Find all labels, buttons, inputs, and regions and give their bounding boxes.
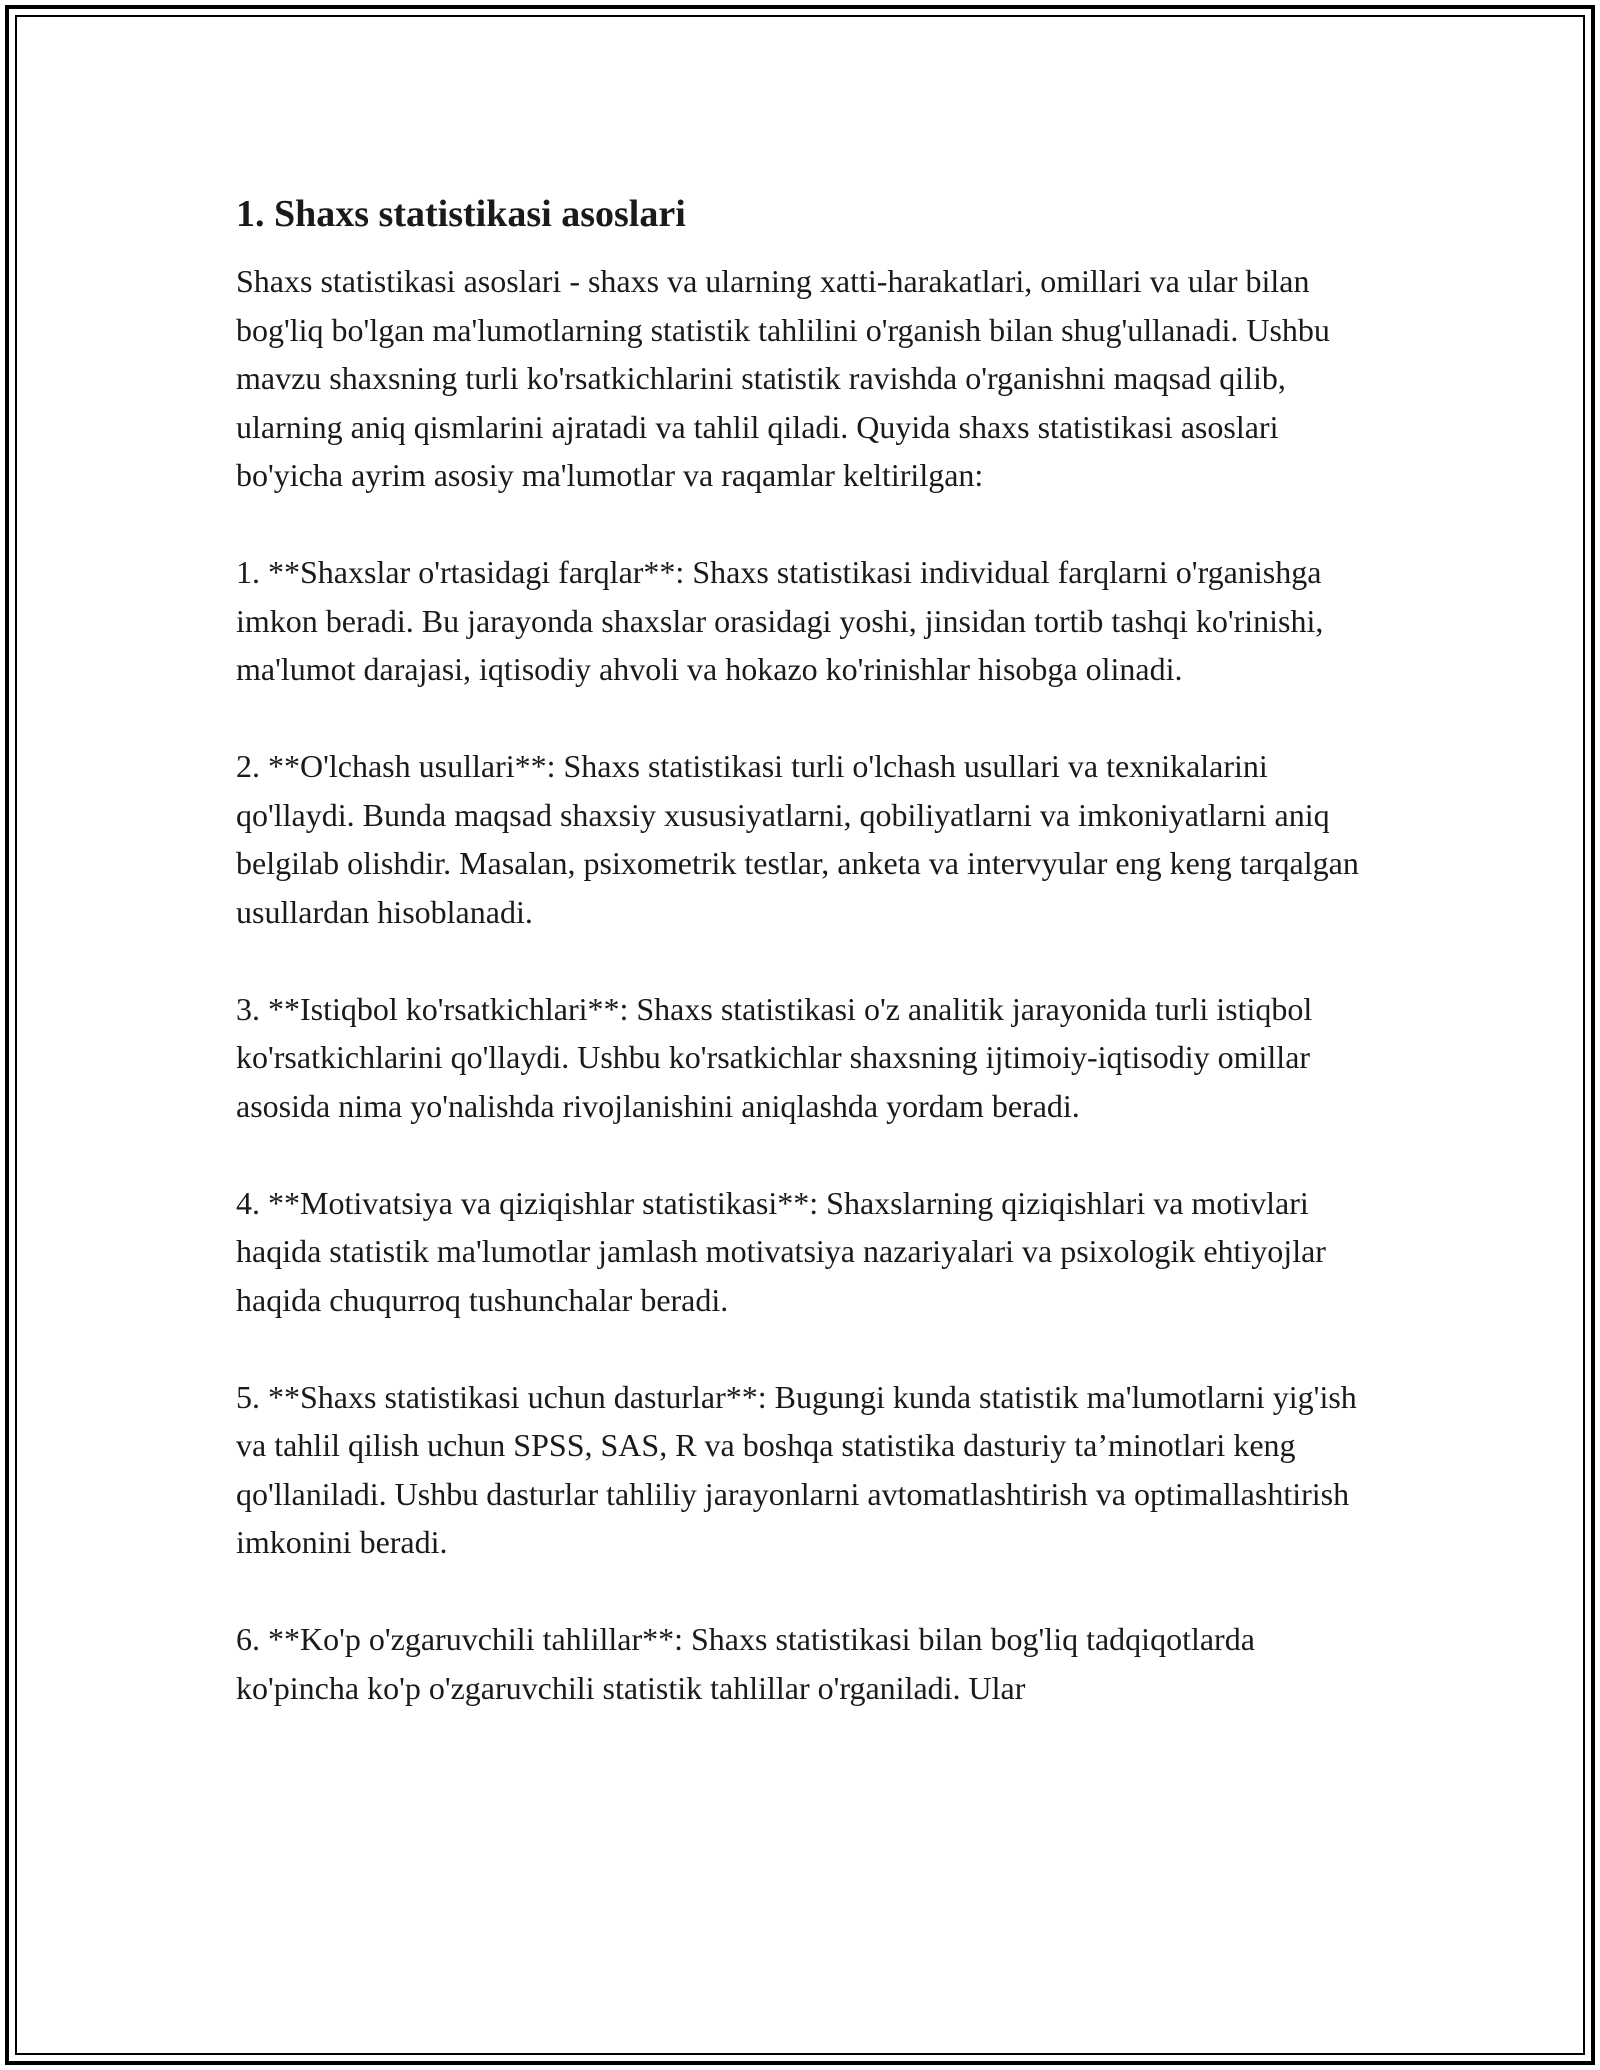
list-item-1: 1. **Shaxslar o'rtasidagi farqlar**: Shaxs statistikasi individual farqlarni o'rganishga imkon beradi. Bu jarayonda shaxslar orasidagi yoshi, jinsidan tortib tashqi ko'rinishi, ma'lumot darajasi, iqtisodiy ahvoli va hokazo ko'rinishlar hisobga olinadi. [236,554,1324,687]
list-item-3: 3. **Istiqbol ko'rsatkichlari**: Shaxs statistikasi o'z analitik jarayonida turli istiqbol ko'rsatkichlarini qo'llaydi. Ushbu ko'rsatkichlar shaxsning ijtimoiy-iqtisodiy omillar asosida nima yo'nalishda rivojlanishini aniqlashda yordam beradi. [236,990,1313,1124]
list-item-2: 2. **O'lchash usullari**: Shaxs statistikasi turli o'lchash usullari va texnikalarini qo'llaydi. Bunda maqsad shaxsiy xususiyatlarni, qobiliyatlarni va imkoniyatlarni aniq belgilab olishdir. Masalan, psixometrik testlar, anketa va intervyular eng keng tarqalgan usullardan hisoblanadi. [236,748,1359,930]
document-title: 1. Shaxs statistikasi asoslari [236,193,686,235]
list-item-5: 5. **Shaxs statistikasi uchun dasturlar**: Bugungi kunda statistik ma'lumotlarni yig'ish va tahlil qilish uchun SPSS, SAS, R va boshqa statistika dasturiy ta’minotlari keng qo'llaniladi. Ushbu dasturlar tahliliy jarayonlarni avtomatlashtirish va optimallashtirish imkonini beradi. [236,1378,1357,1560]
document-body [236,188,1376,1761]
intro-paragraph: Shaxs statistikasi asoslari - shaxs va ularning xatti-harakatlari, omillari va ular bilan bog'liq bo'lgan ma'lumotlarning statistik tahlilini o'rganish bilan shug'ullanadi. Ushbu mavzu shaxsning turli ko'rsatkichlarini statistik ravishda o'rganishni maqsad qilib, ularning aniq qismlarini ajratadi va tahlil qiladi. Quyida shaxs statistikasi asoslari bo'yicha ayrim asosiy ma'lumotlar va raqamlar keltirilgan: [236,263,1330,493]
list-item-6: 6. **Ko'p o'zgaruvchili tahlillar**: Shaxs statistikasi bilan bog'liq tadqiqotlarda ko'pincha ko'p o'zgaruvchili statistik tahlillar o'rganiladi. Ular [236,1621,1255,1706]
list-item-4: 4. **Motivatsiya va qiziqishlar statistikasi**: Shaxslarning qiziqishlari va motivlari haqida statistik ma'lumotlar jamlash motivatsiya nazariyalari va psixologik ehtiyojlar haqida chuqurroq tushunchalar beradi. [236,1184,1326,1318]
